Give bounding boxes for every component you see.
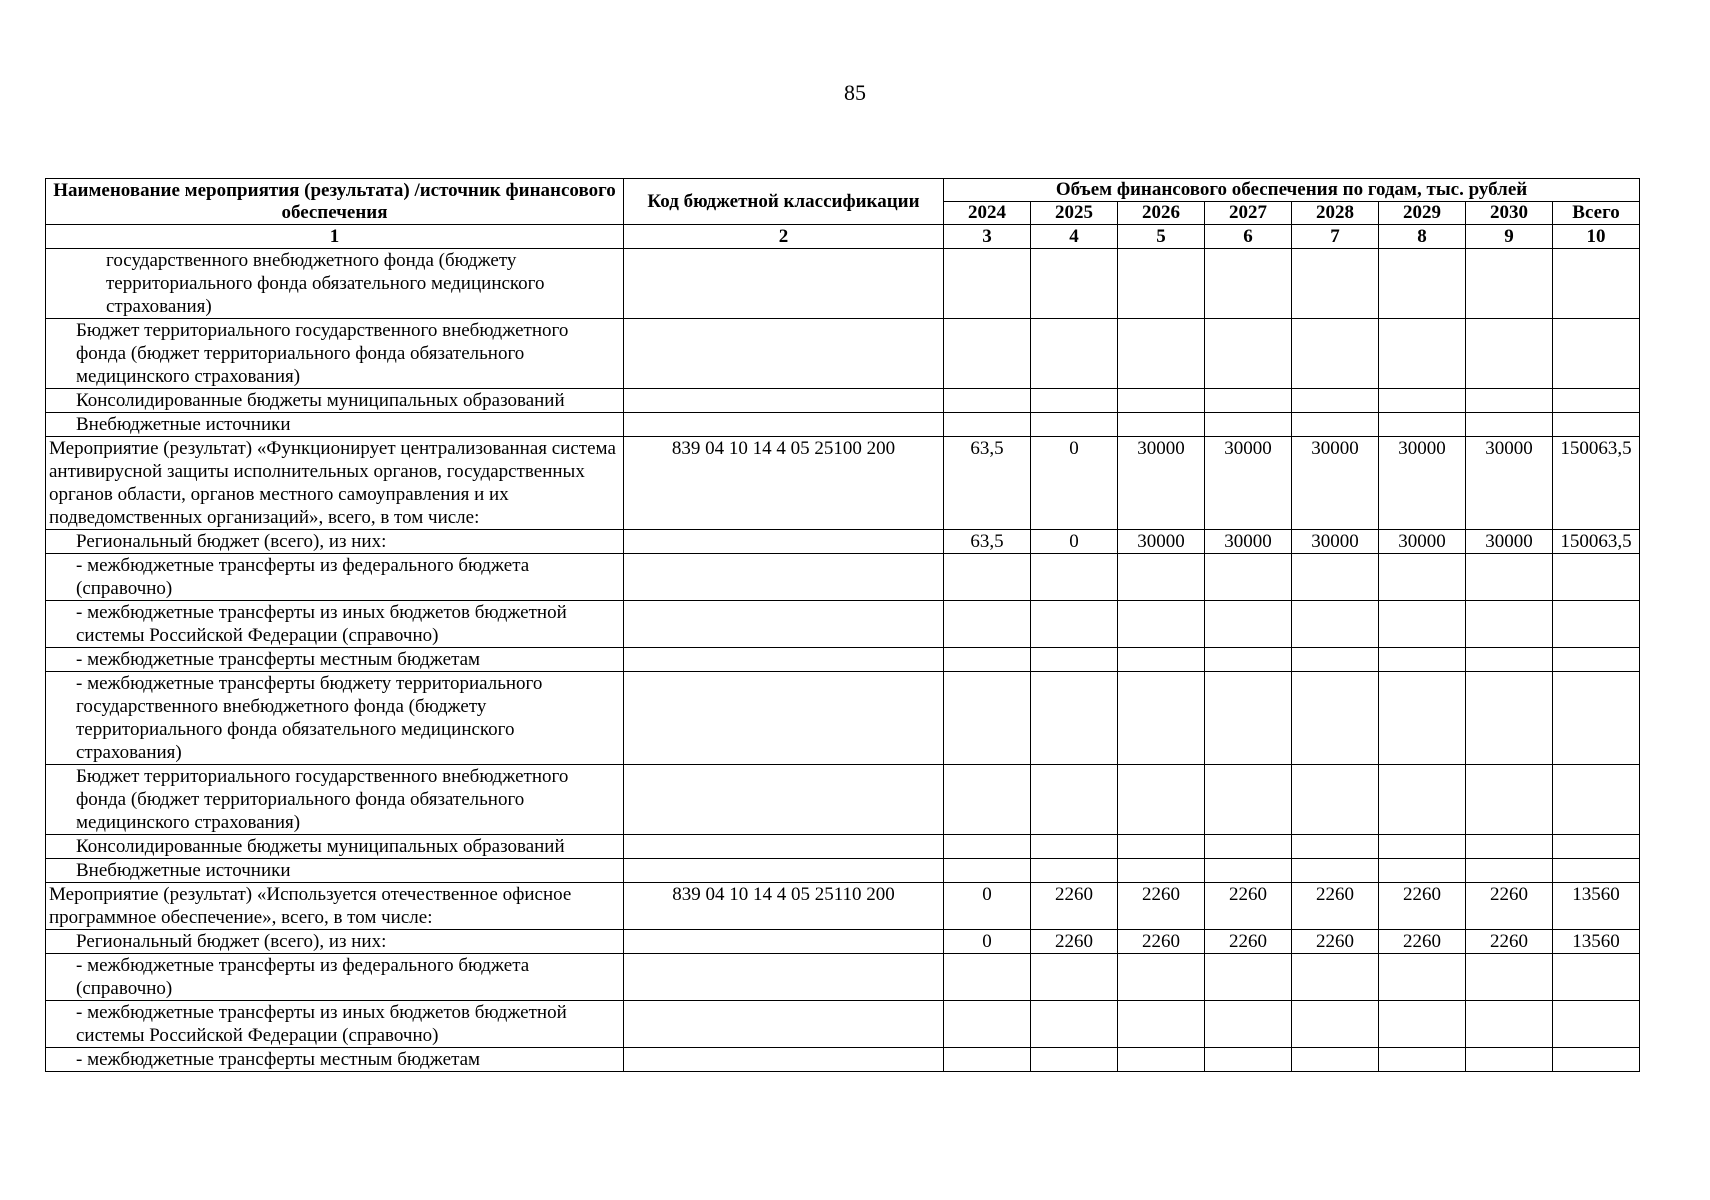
row-year-value	[1205, 648, 1292, 672]
row-year-value	[1466, 835, 1553, 859]
row-name: - межбюджетные трансферты бюджету территориального государственного внебюджетного фонда (бюджету территориального фонда обязательного медицинского страхования)	[46, 672, 624, 765]
header-year: 2030	[1466, 202, 1553, 225]
row-total-value	[1553, 859, 1640, 883]
row-year-value	[1118, 413, 1205, 437]
row-budget-code	[624, 554, 944, 601]
row-year-value	[1205, 859, 1292, 883]
row-year-value	[1118, 672, 1205, 765]
row-year-value	[1205, 765, 1292, 835]
row-year-value	[1466, 601, 1553, 648]
row-year-value	[1466, 249, 1553, 319]
table-row	[46, 530, 1640, 554]
table-row	[46, 859, 1640, 883]
table-row	[46, 601, 1640, 648]
row-total-value	[1553, 1001, 1640, 1048]
row-year-value	[1292, 954, 1379, 1001]
row-total-value	[1553, 672, 1640, 765]
row-year-value	[1379, 648, 1466, 672]
table-row	[46, 554, 1640, 601]
row-year-value: 2260	[1118, 930, 1205, 954]
row-budget-code	[624, 648, 944, 672]
row-year-value	[1379, 954, 1466, 1001]
row-year-value	[1031, 648, 1118, 672]
row-year-value: 2260	[1466, 883, 1553, 930]
row-budget-code	[624, 389, 944, 413]
row-year-value	[1031, 1048, 1118, 1072]
row-total-value	[1553, 648, 1640, 672]
row-year-value	[1118, 1048, 1205, 1072]
row-year-value	[1205, 1001, 1292, 1048]
row-year-value	[1118, 601, 1205, 648]
header-row-1	[46, 179, 1640, 202]
table-row	[46, 389, 1640, 413]
table-row	[46, 930, 1640, 954]
header-total: Всего	[1553, 202, 1640, 225]
row-year-value	[1205, 1048, 1292, 1072]
table-row	[46, 437, 1640, 530]
row-year-value	[1031, 389, 1118, 413]
row-total-value	[1553, 601, 1640, 648]
row-year-value: 2260	[1031, 883, 1118, 930]
row-year-value	[1031, 601, 1118, 648]
row-year-value	[1205, 835, 1292, 859]
row-year-value	[1118, 1001, 1205, 1048]
row-total-value	[1553, 765, 1640, 835]
row-year-value	[1205, 954, 1292, 1001]
header-year: 2025	[1031, 202, 1118, 225]
row-year-value	[1292, 389, 1379, 413]
row-year-value	[1379, 765, 1466, 835]
row-budget-code: 839 04 10 14 4 05 25100 200	[624, 437, 944, 530]
row-year-value	[1466, 954, 1553, 1001]
row-name: - межбюджетные трансферты из федерального бюджета (справочно)	[46, 554, 624, 601]
row-year-value	[1292, 765, 1379, 835]
column-number: 1	[46, 225, 624, 249]
row-year-value	[944, 859, 1031, 883]
row-budget-code	[624, 1001, 944, 1048]
table-row	[46, 672, 1640, 765]
table-row	[46, 648, 1640, 672]
row-year-value	[1292, 1001, 1379, 1048]
row-total-value: 150063,5	[1553, 530, 1640, 554]
row-budget-code	[624, 413, 944, 437]
row-year-value	[1379, 413, 1466, 437]
row-year-value: 30000	[1292, 530, 1379, 554]
column-number: 6	[1205, 225, 1292, 249]
row-year-value	[1466, 648, 1553, 672]
header-year: 2026	[1118, 202, 1205, 225]
row-name: Мероприятие (результат) «Используется отечественное офисное программное обеспечение», всего, в том числе:	[46, 883, 624, 930]
row-year-value	[1292, 413, 1379, 437]
row-year-value	[1205, 389, 1292, 413]
row-year-value: 63,5	[944, 437, 1031, 530]
column-number: 8	[1379, 225, 1466, 249]
row-name: Консолидированные бюджеты муниципальных образований	[46, 835, 624, 859]
row-year-value	[1379, 389, 1466, 413]
row-year-value: 2260	[1292, 883, 1379, 930]
row-year-value	[1205, 413, 1292, 437]
row-budget-code	[624, 765, 944, 835]
row-budget-code	[624, 954, 944, 1001]
row-year-value	[944, 648, 1031, 672]
row-year-value	[944, 413, 1031, 437]
row-year-value	[1466, 859, 1553, 883]
column-number: 9	[1466, 225, 1553, 249]
row-year-value	[1379, 835, 1466, 859]
row-total-value	[1553, 413, 1640, 437]
header-year: 2027	[1205, 202, 1292, 225]
row-year-value: 30000	[1379, 437, 1466, 530]
row-year-value	[1205, 554, 1292, 601]
row-year-value	[1466, 1048, 1553, 1072]
row-total-value	[1553, 389, 1640, 413]
row-year-value	[1292, 601, 1379, 648]
row-year-value	[1118, 389, 1205, 413]
row-year-value: 63,5	[944, 530, 1031, 554]
row-budget-code	[624, 1048, 944, 1072]
row-year-value	[944, 1048, 1031, 1072]
row-year-value	[1031, 765, 1118, 835]
row-name: государственного внебюджетного фонда (бюджету территориального фонда обязательного медицинского страхования)	[46, 249, 624, 319]
column-number: 2	[624, 225, 944, 249]
row-year-value: 2260	[1379, 883, 1466, 930]
column-number: 5	[1118, 225, 1205, 249]
row-year-value	[1379, 601, 1466, 648]
header-year: 2029	[1379, 202, 1466, 225]
row-year-value	[944, 319, 1031, 389]
row-year-value	[1466, 765, 1553, 835]
financing-table	[45, 178, 1640, 1072]
row-total-value: 13560	[1553, 930, 1640, 954]
row-total-value	[1553, 319, 1640, 389]
column-numbers-row	[46, 225, 1640, 249]
table-row	[46, 954, 1640, 1001]
row-total-value	[1553, 249, 1640, 319]
row-year-value	[1118, 249, 1205, 319]
row-year-value	[1031, 835, 1118, 859]
row-year-value: 30000	[1118, 437, 1205, 530]
row-year-value: 30000	[1118, 530, 1205, 554]
row-year-value	[1466, 554, 1553, 601]
row-budget-code: 839 04 10 14 4 05 25110 200	[624, 883, 944, 930]
column-number: 7	[1292, 225, 1379, 249]
row-year-value	[1292, 249, 1379, 319]
row-year-value: 0	[944, 930, 1031, 954]
row-year-value	[1031, 859, 1118, 883]
row-budget-code	[624, 319, 944, 389]
row-budget-code	[624, 859, 944, 883]
row-budget-code	[624, 930, 944, 954]
row-year-value	[944, 249, 1031, 319]
row-year-value	[1031, 249, 1118, 319]
row-year-value	[944, 835, 1031, 859]
row-year-value	[944, 954, 1031, 1001]
row-year-value	[1466, 319, 1553, 389]
header-year: 2028	[1292, 202, 1379, 225]
table-row	[46, 835, 1640, 859]
row-year-value: 30000	[1379, 530, 1466, 554]
row-year-value	[1379, 249, 1466, 319]
row-total-value	[1553, 554, 1640, 601]
row-year-value: 30000	[1466, 437, 1553, 530]
row-name: Мероприятие (результат) «Функционирует централизованная система антивирусной защиты исполнительных органов, государственных органов области, органов местного самоуправления и их подведомственных организаций», всего, в том числе:	[46, 437, 624, 530]
row-name: - межбюджетные трансферты из иных бюджетов бюджетной системы Российской Федерации (справочно)	[46, 1001, 624, 1048]
row-year-value	[944, 1001, 1031, 1048]
row-year-value	[1379, 1001, 1466, 1048]
row-year-value	[1466, 413, 1553, 437]
row-year-value: 0	[944, 883, 1031, 930]
row-year-value: 2260	[1466, 930, 1553, 954]
row-budget-code	[624, 601, 944, 648]
column-number: 3	[944, 225, 1031, 249]
row-year-value: 0	[1031, 530, 1118, 554]
row-total-value	[1553, 954, 1640, 1001]
row-budget-code	[624, 672, 944, 765]
header-name-column: Наименование мероприятия (результата) /источник финансового обеспечения	[46, 179, 624, 225]
row-budget-code	[624, 835, 944, 859]
row-year-value	[1031, 1001, 1118, 1048]
row-name: Бюджет территориального государственного внебюджетного фонда (бюджет территориального фонда обязательного медицинского страхования)	[46, 319, 624, 389]
row-year-value: 0	[1031, 437, 1118, 530]
row-year-value	[1292, 835, 1379, 859]
column-number: 4	[1031, 225, 1118, 249]
row-year-value: 2260	[1292, 930, 1379, 954]
row-year-value	[1031, 554, 1118, 601]
row-name: Региональный бюджет (всего), из них:	[46, 930, 624, 954]
row-year-value	[1118, 319, 1205, 389]
row-year-value	[1292, 648, 1379, 672]
row-year-value	[1118, 954, 1205, 1001]
row-year-value	[1379, 319, 1466, 389]
row-year-value	[1379, 1048, 1466, 1072]
row-year-value: 2260	[1031, 930, 1118, 954]
row-year-value	[1379, 859, 1466, 883]
row-year-value: 2260	[1379, 930, 1466, 954]
row-year-value	[1379, 672, 1466, 765]
table-row	[46, 1048, 1640, 1072]
row-year-value	[1292, 319, 1379, 389]
row-name: Бюджет территориального государственного внебюджетного фонда (бюджет территориального фонда обязательного медицинского страхования)	[46, 765, 624, 835]
row-year-value: 30000	[1205, 530, 1292, 554]
row-year-value	[1466, 389, 1553, 413]
row-budget-code	[624, 249, 944, 319]
row-name: - межбюджетные трансферты из федерального бюджета (справочно)	[46, 954, 624, 1001]
table-row	[46, 413, 1640, 437]
row-year-value	[1118, 648, 1205, 672]
header-volume-column: Объем финансового обеспечения по годам, тыс. рублей	[944, 179, 1640, 202]
row-year-value	[1118, 765, 1205, 835]
row-year-value	[1118, 835, 1205, 859]
row-name: - межбюджетные трансферты местным бюджетам	[46, 1048, 624, 1072]
header-year: 2024	[944, 202, 1031, 225]
row-year-value	[1466, 1001, 1553, 1048]
row-year-value	[944, 672, 1031, 765]
row-name: - межбюджетные трансферты местным бюджетам	[46, 648, 624, 672]
row-year-value	[1205, 249, 1292, 319]
row-year-value	[944, 765, 1031, 835]
table-row	[46, 765, 1640, 835]
row-year-value	[944, 601, 1031, 648]
row-year-value: 2260	[1205, 883, 1292, 930]
row-year-value	[944, 389, 1031, 413]
row-budget-code	[624, 530, 944, 554]
table-body	[46, 249, 1640, 1072]
table-row	[46, 249, 1640, 319]
row-total-value	[1553, 835, 1640, 859]
row-year-value	[1031, 672, 1118, 765]
row-year-value	[1292, 1048, 1379, 1072]
row-name: Внебюджетные источники	[46, 859, 624, 883]
row-year-value	[1379, 554, 1466, 601]
page-number: 85	[844, 80, 866, 105]
row-name: - межбюджетные трансферты из иных бюджетов бюджетной системы Российской Федерации (справочно)	[46, 601, 624, 648]
row-year-value	[1292, 859, 1379, 883]
row-total-value: 13560	[1553, 883, 1640, 930]
row-name: Консолидированные бюджеты муниципальных образований	[46, 389, 624, 413]
row-year-value	[1031, 319, 1118, 389]
row-name: Региональный бюджет (всего), из них:	[46, 530, 624, 554]
row-year-value	[1292, 554, 1379, 601]
row-year-value	[1118, 554, 1205, 601]
row-year-value	[1031, 413, 1118, 437]
header-code-column: Код бюджетной классификации	[624, 179, 944, 225]
row-year-value	[1205, 672, 1292, 765]
row-year-value	[944, 554, 1031, 601]
row-year-value	[1118, 859, 1205, 883]
row-year-value	[1292, 672, 1379, 765]
row-year-value	[1205, 601, 1292, 648]
row-name: Внебюджетные источники	[46, 413, 624, 437]
row-year-value	[1205, 319, 1292, 389]
table-row	[46, 1001, 1640, 1048]
table-row	[46, 319, 1640, 389]
row-year-value: 30000	[1466, 530, 1553, 554]
row-total-value	[1553, 1048, 1640, 1072]
row-year-value: 2260	[1205, 930, 1292, 954]
table-row	[46, 883, 1640, 930]
row-year-value: 30000	[1292, 437, 1379, 530]
column-number: 10	[1553, 225, 1640, 249]
row-total-value: 150063,5	[1553, 437, 1640, 530]
row-year-value: 30000	[1205, 437, 1292, 530]
row-year-value: 2260	[1118, 883, 1205, 930]
row-year-value	[1466, 672, 1553, 765]
row-year-value	[1031, 954, 1118, 1001]
